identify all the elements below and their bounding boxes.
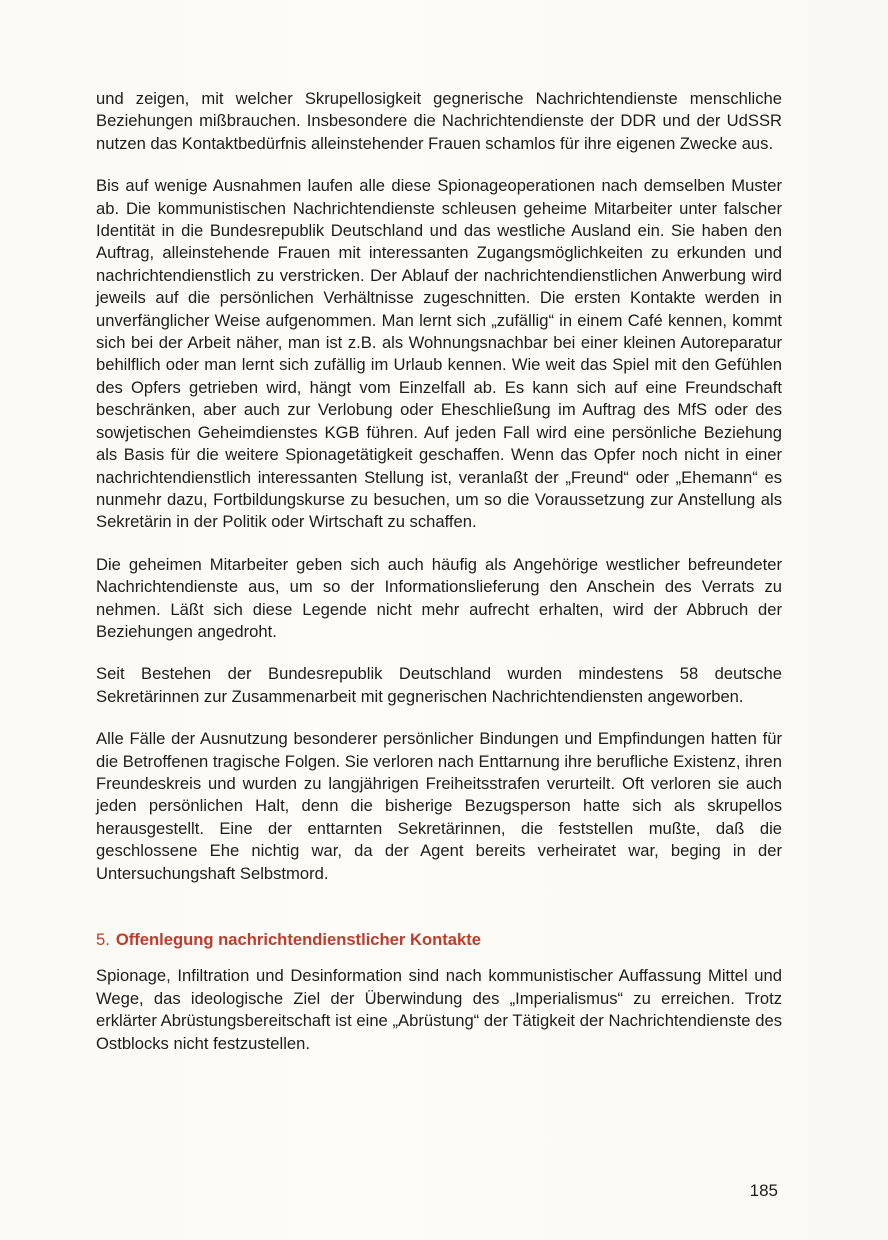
body-text bbox=[96, 88, 782, 1075]
paragraph-3: Die geheimen Mitarbeiter geben sich auch häufig als Angehörige westlicher befreundeter Nachrichtendienste aus, um so der Informationslieferung den Anschein des Verrats zu nehmen. Läßt sich diese Legende nicht mehr aufrecht erhalten, wird der Abbruch der Beziehungen angedroht. bbox=[96, 554, 782, 641]
paragraph-5: Alle Fälle der Ausnutzung besonderer persönlicher Bindungen und Empfindungen hatten für die Betroffenen tragische Folgen. Sie verloren nach Enttarnung ihre berufliche Existenz, ihren Freundeskreis und wurden zu langjährigen Freiheitsstrafen verurteilt. Oft verloren sie auch jeden persönlichen Halt, denn die bisherige Bezugsperson hatte sich als skrupellos herausgestellt. Eine der enttarnten Sekretärinnen, die feststellen mußte, daß die geschlossene Ehe nichtig war, da der Agent bereits verheiratet war, beging in der Untersuchungshaft Selbstmord. bbox=[96, 729, 782, 883]
section-paragraph: Spionage, Infiltration und Desinformation sind nach kommunistischer Auffassung Mittel und Wege, das ideologische Ziel der Überwindung des „Imperialismus“ zu erreichen. Trotz erklärter Abrüstungsbereitschaft ist eine „Abrüstung“ der Tätigkeit der Nachrichtendienste des Ostblocks nicht festzustellen. bbox=[96, 966, 782, 1053]
section-heading bbox=[96, 929, 782, 951]
section-number: 5. bbox=[96, 930, 110, 949]
section-title: Offenlegung nachrichtendienstlicher Kontakte bbox=[115, 930, 481, 949]
page-number: 185 bbox=[749, 1181, 778, 1200]
paragraph-2: Bis auf wenige Ausnahmen laufen alle diese Spionageoperationen nach demselben Muster ab. Die kommunistischen Nachrichtendienste schleusen geheime Mitarbeiter unter falscher Identität in die Bundesrepublik Deutschland und das westliche Ausland ein. Sie haben den Auftrag, alleinstehende Frauen mit interessanten Zugangsmöglichkeiten zu erkunden und nachrichtendienstlich zu verstricken. Der Ablauf der nachrichtendienstlichen Anwerbung wird jeweils auf die persönlichen Verhältnisse zugeschnitten. Die ersten Kontakte werden in unverfänglicher Weise aufgenommen. Man lernt sich „zufällig“ in einem Café kennen, kommt sich bei der Arbeit näher, man ist z.B. als Wohnungsnachbar bei einer kleinen Autoreparatur behilflich oder man lernt sich zufällig im Urlaub kennen. Wie weit das Spiel mit den Gefühlen des Opfers getrieben wird, hängt vom Einzelfall ab. Es kann sich auf eine Freundschaft beschränken, aber auch zur Verlobung oder Eheschließung im Auftrag des MfS oder des sowjetischen Geheimdienstes KGB führen. Auf jeden Fall wird eine persönliche Beziehung als Basis für die weitere Spionagetätigkeit geschaffen. Wenn das Opfer noch nicht in einer nachrichtendienstlich interessanten Stellung ist, veranlaßt der „Freund“ oder „Ehemann“ es nunmehr dazu, Fortbildungskurse zu besuchen, um so die Voraussetzung zur Anstellung als Sekretärin in der Politik oder Wirtschaft zu schaffen. bbox=[96, 176, 782, 532]
paragraph-4: Seit Bestehen der Bundesrepublik Deutschland wurden mindestens 58 deutsche Sekretärinnen zur Zusammenarbeit mit gegnerischen Nachrichtendiensten angeworben. bbox=[96, 664, 782, 706]
paragraph-1: und zeigen, mit welcher Skrupellosigkeit gegnerische Nachrichtendienste menschliche Beziehungen mißbrauchen. Insbesondere die Nachrichtendienste der DDR und der UdSSR nutzen das Kontaktbedürfnis alleinstehender Frauen schamlos für ihre eigenen Zwecke aus. bbox=[96, 89, 782, 153]
